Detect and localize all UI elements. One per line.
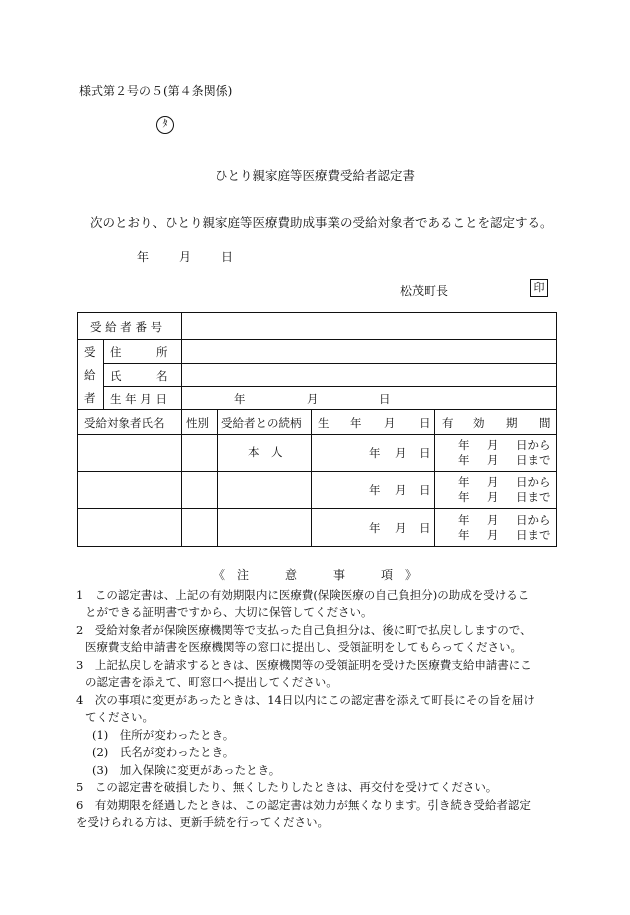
recipient-side-label-2: 給 bbox=[84, 368, 96, 382]
col-line bbox=[103, 339, 104, 409]
row3-to-year: 年 bbox=[458, 528, 470, 542]
birth-day: 日 bbox=[379, 392, 391, 406]
row2-birth-day: 日 bbox=[419, 483, 431, 497]
issuer-name: 松茂町長 bbox=[400, 284, 449, 298]
row1-birth-year: 年 bbox=[369, 446, 381, 460]
address-label: 住 所 bbox=[110, 345, 168, 359]
name-label: 氏 名 bbox=[110, 369, 168, 383]
col-line bbox=[434, 409, 435, 546]
row1-to-day: 日まで bbox=[516, 453, 551, 467]
row-line bbox=[103, 363, 556, 364]
row2-to-day: 日まで bbox=[516, 490, 551, 504]
notice-line-1: 1 この認定書は、上記の有効期限内に医療費(保険医療の自己負担分)の助成を受けるこ bbox=[76, 588, 530, 602]
row2-from-month: 月 bbox=[487, 475, 499, 489]
notice-line-2: 2 受給対象者が保険医療機関等で支払った自己負担分は、後に町で払戻ししますので、 bbox=[76, 623, 532, 637]
issue-day: 日 bbox=[221, 250, 234, 264]
notice-sub-2: (2) 氏名が変わったとき。 bbox=[92, 745, 235, 759]
certificate-table bbox=[77, 312, 557, 547]
col-line bbox=[181, 409, 182, 546]
notice-line-3-cont: の認定書を添えて、町窓口へ提出してください。 bbox=[85, 675, 338, 689]
col-period-1: 有 bbox=[442, 416, 454, 430]
notice-line-3: 3 上記払戻しを請求するときは、医療機関等の受領証明を受けた医療費支給申請書にこ bbox=[76, 658, 532, 672]
seal-mark: 印 bbox=[530, 279, 548, 297]
col-period-3: 期 bbox=[506, 416, 518, 430]
row3-from-year: 年 bbox=[458, 513, 470, 527]
col-period-2: 効 bbox=[473, 416, 485, 430]
circled-mark: ﾀ bbox=[156, 116, 174, 134]
col-birth-4: 日 bbox=[419, 416, 431, 430]
birth-month: 月 bbox=[307, 392, 319, 406]
notice-line-4-cont: てください。 bbox=[85, 710, 154, 724]
recipient-side-label-3: 者 bbox=[84, 391, 96, 405]
col-target-name: 受給対象者氏名 bbox=[84, 416, 165, 430]
notice-sub-1: (1) 住所が変わったとき。 bbox=[92, 728, 235, 742]
notice-line-6: 6 有効期限を経過したときは、この認定書は効力が無くなります。引き続き受給者認定 bbox=[76, 798, 531, 812]
notice-sub-3: (3) 加入保険に変更があったとき。 bbox=[92, 763, 281, 777]
row1-from-month: 月 bbox=[487, 438, 499, 452]
issue-year: 年 bbox=[137, 250, 150, 264]
col-birth-2: 年 bbox=[350, 416, 362, 430]
col-line bbox=[181, 313, 182, 409]
birth-label: 生 年 月 日 bbox=[110, 392, 167, 406]
row1-to-month: 月 bbox=[487, 453, 499, 467]
notice-line-1-cont: とができる証明書ですから、大切に保管してください。 bbox=[85, 605, 373, 619]
row1-from-day: 日から bbox=[516, 438, 551, 452]
row2-birth-year: 年 bbox=[369, 483, 381, 497]
notice-line-2-cont: 医療費支給申請書を医療機関等の窓口に提出し、受領証明をしてもらってください。 bbox=[85, 640, 522, 654]
row2-to-year: 年 bbox=[458, 490, 470, 504]
recipient-number-label: 受 給 者 番 号 bbox=[90, 320, 163, 334]
intro-text: 次のとおり、ひとり親家庭等医療費助成事業の受給対象者であることを認定する。 bbox=[90, 215, 553, 230]
row3-from-month: 月 bbox=[487, 513, 499, 527]
notice-heading: 《 注 意 事 項 》 bbox=[212, 568, 417, 582]
row1-to-year: 年 bbox=[458, 453, 470, 467]
row2-from-day: 日から bbox=[516, 475, 551, 489]
row1-birth-day: 日 bbox=[419, 446, 431, 460]
row3-birth-day: 日 bbox=[419, 521, 431, 535]
row2-from-year: 年 bbox=[458, 475, 470, 489]
row3-birth-year: 年 bbox=[369, 521, 381, 535]
row-line bbox=[78, 508, 556, 509]
row2-birth-month: 月 bbox=[395, 483, 407, 497]
col-birth-3: 月 bbox=[384, 416, 396, 430]
notice-line-4: 4 次の事項に変更があったときは、14日以内にこの認定書を添えて町長にその旨を届け bbox=[76, 693, 535, 707]
row1-relation: 本 人 bbox=[248, 445, 283, 459]
col-period-4: 間 bbox=[539, 416, 551, 430]
row-line bbox=[78, 409, 556, 410]
col-line bbox=[311, 409, 312, 546]
row-line bbox=[78, 471, 556, 472]
row1-from-year: 年 bbox=[458, 438, 470, 452]
issue-date bbox=[137, 248, 233, 265]
col-line bbox=[217, 409, 218, 546]
row3-birth-month: 月 bbox=[395, 521, 407, 535]
row3-from-day: 日から bbox=[516, 513, 551, 527]
row3-to-day: 日まで bbox=[516, 528, 551, 542]
issue-month: 月 bbox=[179, 250, 192, 264]
row1-birth-month: 月 bbox=[395, 446, 407, 460]
notice-line-5: 5 この認定書を破損したり、無くしたりしたときは、再交付を受けてください。 bbox=[76, 780, 498, 794]
row-line bbox=[78, 339, 556, 340]
notice-line-6-cont: を受けられる方は、更新手続を行ってください。 bbox=[76, 815, 329, 829]
form-number: 様式第２号の５(第４条関係) bbox=[79, 84, 233, 98]
col-sex: 性別 bbox=[186, 416, 209, 430]
birth-year: 年 bbox=[234, 392, 246, 406]
row3-to-month: 月 bbox=[487, 528, 499, 542]
col-birth-1: 生 bbox=[318, 416, 330, 430]
col-relation: 受給者との続柄 bbox=[221, 416, 302, 430]
row-line bbox=[78, 434, 556, 435]
row-line bbox=[103, 386, 556, 387]
row2-to-month: 月 bbox=[487, 490, 499, 504]
recipient-side-label-1: 受 bbox=[84, 345, 96, 359]
document-title: ひとり親家庭等医療費受給者認定書 bbox=[214, 168, 415, 183]
